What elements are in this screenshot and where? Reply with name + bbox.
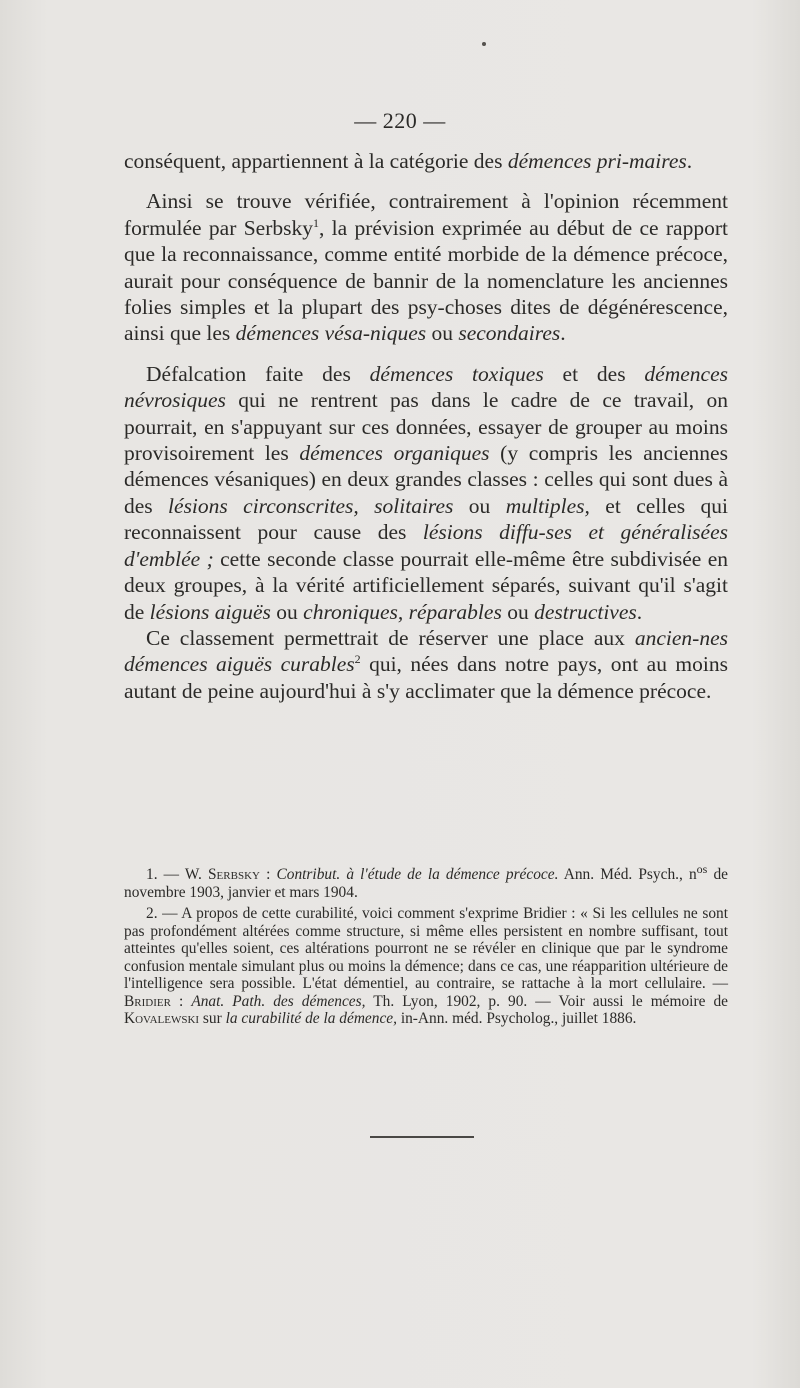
text-run: et des [543,361,645,386]
text-run: in-Ann. méd. Psycholog., juillet 1886. [396,1010,637,1027]
text-run: qui ne rentrent pas dans le cadre de ce travail, on pourrait, en s'appuyant sur ces données, essayer de grouper au moins provisoirement les [124,388,728,466]
ink-speck [482,42,486,46]
work-title: Anat. Path. des démences, [191,992,366,1010]
superscript: os [696,861,708,876]
text-run: , la prévision exprimée au début de ce rapport que la reconnaissance, comme entité morbide de la démence précoce, aurait pour conséquence de bannir de la nomenclature les anciennes folies simples et la plupart des psy-choses dites de dégénérescence, ainsi que les [124,215,728,346]
page-number: — 220 — [354,108,446,133]
text-run: et celles qui reconnaissent pour cause des [124,493,728,545]
text-run: Ainsi se trouve vérifiée, contrairement à l'opinion récemment formulée par Serbsky [124,189,728,240]
text-run: ou [501,599,535,624]
footnote-ref: 1 [312,215,319,230]
italic-term: démences névrosiques [124,361,728,413]
italic-term: chroniques, réparables [303,599,502,624]
text-run: de novembre 1903, janvier et mars 1904. [124,866,728,901]
paragraph-4 [124,625,728,704]
work-title: la curabilité de la démence, [225,1010,397,1027]
author-name: Bridier [124,992,171,1010]
italic-term: secondaires [458,321,561,346]
end-rule [370,1136,474,1138]
italic-term: ancien-nes démences aiguës curables [124,625,728,677]
italic-term: multiples, [505,493,590,518]
text-run: conséquent, appartiennent à la catégorie des [124,149,508,173]
text-run: ou [270,599,304,624]
work-title: Contribut. à l'étude de la démence précoce. [276,866,559,883]
footnote-2 [124,905,728,1028]
text-run: . [636,599,643,624]
text-run: 2. — A propos de cette curabilité, voici comment s'exprime Bridier : « Si les cellules ne sont pas profondément altérées comme structure, si même elles persistent en nombre suffisant, tout atteintes qu'elles soient, ces altérations pourront ne se révéler en clinique que par le syndrome confusion mentale simulant plus ou moins la démence; dans ce cas, une réapparition ultérieure de l'intelligence sera possible. L'état démentiel, au contraire, se rattache à la mort cellulaire. — [124,905,728,992]
text-run: (y compris les anciennes démences vésaniques) en deux grandes classes : celles qui sont dues à des [124,441,728,518]
italic-term: destructives [534,599,637,624]
footnote-ref: 2 [354,652,361,667]
text-run: Ce classement permettrait de réserver une place aux [146,625,635,650]
italic-term: démences pri-maires [507,149,687,173]
italic-term: lésions circonscrites, solitaires [168,493,454,518]
footnotes [124,861,728,1032]
author-name: Kovalewski [124,1010,200,1027]
text-run: qui, nées dans notre pays, ont au moins autant de peine aujourd'hui à s'y acclimater que la démence précoce. [124,652,728,703]
text-run: sur [199,1010,226,1027]
footnote-1 [124,861,728,901]
author-name: Serbsky [208,866,260,883]
text-run: cette seconde classe pourrait elle-même être subdivisée en deux groupes, à la vérité artificiellement séparés, suivant qu'il s'agit de [124,546,728,624]
text-run: ou [426,321,459,346]
italic-term: démences organiques [299,441,490,466]
text-run: Ann. Méd. Psych., n [558,866,697,883]
paragraph-2 [124,188,728,346]
paragraph-1 [124,148,728,174]
text-run: Défalcation faite des [146,361,370,386]
text-run: . [686,149,693,173]
text-run: ou [453,493,506,518]
text-run: Th. Lyon, 1902, p. 90. — Voir aussi le mémoire de [365,992,728,1010]
text-run: . [560,321,566,346]
text-run: 1. — W. [146,866,208,883]
main-text [124,148,728,704]
italic-term: démences toxiques [369,361,544,386]
italic-term: lésions aiguës [149,599,271,624]
text-run: : [259,866,277,883]
text-run: : [170,992,192,1010]
italic-term: démences vésa-niques [235,321,427,346]
italic-term: lésions diffu-ses et généralisées d'emblée ; [124,520,728,571]
paragraph-3 [124,361,728,625]
